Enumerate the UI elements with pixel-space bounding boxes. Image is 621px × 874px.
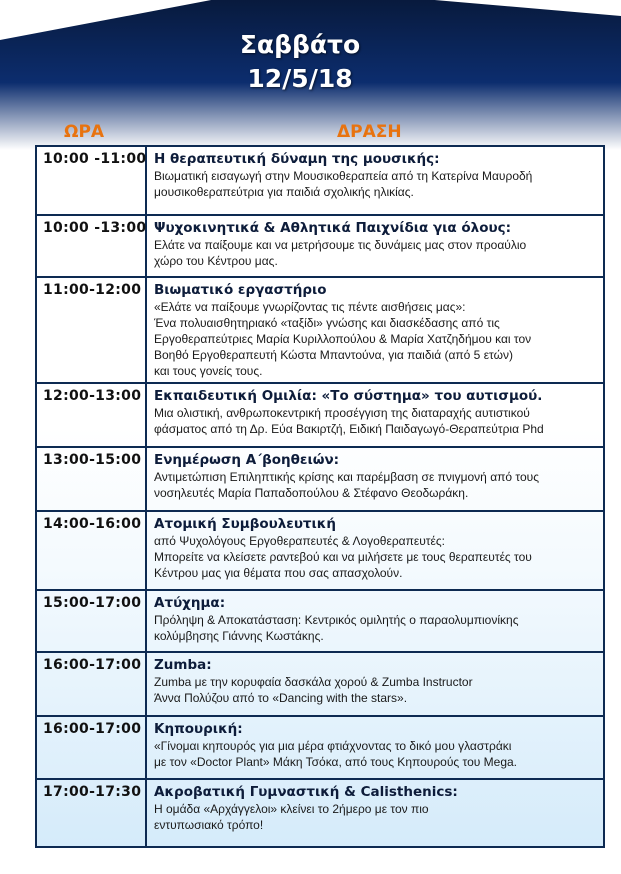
row-time: 11:00-12:00 [37, 278, 147, 382]
activity-description: Πρόληψη & Αποκατάσταση: Κεντρικός ομιλητής ο παραολυμπιονίκης κολύμβησης Γιάννης Κωστάκης. [154, 613, 519, 643]
activity-description: «Ελάτε να παίξουμε γνωρίζοντας τις πέντε αισθήσεις μας»: Ένα πολυαισθητηριακό «ταξίδι» γνώσης και διασκέδασης από τις Εργοθεραπεύτριες Μαρία Κυριλλοπούλου & Μαρία Χατζηδήμου και τον Βοηθό Εργοθεραπευτή Κώστα Μπαντούνα, για παιδιά (από 5 ετών) και τους γονείς τους. [154, 300, 532, 378]
schedule-date [150, 28, 450, 96]
activity-title: Ακροβατική Γυμναστική & Calisthenics: [154, 784, 458, 800]
row-time: 14:00-16:00 [37, 512, 147, 589]
activity-title: Βιωματικό εργαστήριο [154, 282, 327, 298]
activity-title: Ενημέρωση Α΄βοηθειών: [154, 452, 340, 468]
date-label: 12/5/18 [247, 64, 353, 93]
schedule-row [37, 780, 603, 846]
activity-title: Εκπαιδευτική Ομιλία: «Το σύστημα» του αυτισμού. [154, 388, 543, 404]
activity-title: Κηπουρική: [154, 721, 243, 737]
activity-description: Ελάτε να παίξουμε και να μετρήσουμε τις δυνάμεις μας στον προαύλιο χώρο του Κέντρου μας. [154, 238, 527, 268]
activity-description: Αντιμετώπιση Επιληπτικής κρίσης και παρέμβαση σε πνιγμονή από τους νοσηλευτές Μαρία Παπαδοπούλου & Στέφανο Θεοδωράκη. [154, 470, 540, 500]
schedule-row [37, 653, 603, 717]
row-activity [147, 512, 603, 589]
day-label: Σαββάτο [239, 30, 361, 59]
row-time: 13:00-15:00 [37, 448, 147, 510]
row-time: 10:00 -11:00 [37, 147, 147, 214]
row-activity [147, 780, 603, 846]
activity-description: Βιωματική εισαγωγή στην Μουσικοθεραπεία από τη Κατερίνα Μαυροδή μουσικοθεραπεύτρια για παιδιά σχολικής ηλικίας. [154, 169, 533, 199]
schedule-row [37, 512, 603, 591]
schedule-table [35, 145, 605, 848]
row-activity [147, 717, 603, 778]
activity-description: «Γίνομαι κηπουρός για μια μέρα φτιάχνοντας το δικό μου γλαστράκι με τον «Doctor Plant» Μάκη Τσόκα, από τους Κηπουρούς του Mega. [154, 739, 518, 769]
activity-description: Μια ολιστική, ανθρωποκεντρική προσέγγιση της διαταραχής αυτιστικού φάσματος από τη Δρ. Εύα Βακιρτζή, Ειδική Παιδαγωγό-Θεραπεύτρια Phd [154, 406, 544, 436]
row-activity [147, 653, 603, 715]
row-activity [147, 147, 603, 214]
row-activity [147, 384, 603, 446]
activity-title: Ατύχημα: [154, 595, 226, 611]
row-time: 16:00-17:00 [37, 653, 147, 715]
row-activity [147, 278, 603, 382]
schedule-row [37, 591, 603, 653]
schedule-row [37, 384, 603, 448]
schedule-row [37, 717, 603, 780]
activity-description: Η ομάδα «Αρχάγγελοι» κλείνει το 2ήμερο με τον πιο εντυπωσιακό τρόπο! [154, 802, 429, 832]
time-column-header: ΩΡΑ [64, 122, 105, 142]
row-time: 15:00-17:00 [37, 591, 147, 651]
row-time: 12:00-13:00 [37, 384, 147, 446]
activity-title: Ατομική Συμβουλευτική [154, 516, 337, 532]
row-time: 16:00-17:00 [37, 717, 147, 778]
schedule-row [37, 147, 603, 216]
activity-title: Zumba: [154, 657, 212, 673]
activity-description: από Ψυχολόγους Εργοθεραπευτές & Λογοθεραπευτές: Μπορείτε να κλείσετε ραντεβού και να μιλήσετε με τους θεραπευτές του Κέντρου μας για θέματα που σας απασχολούν. [154, 534, 532, 580]
activity-title: Ψυχοκινητικά & Αθλητικά Παιχνίδια για όλους: [154, 220, 512, 236]
activity-column-header: ΔΡΑΣΗ [337, 122, 402, 142]
schedule-row [37, 278, 603, 384]
row-activity [147, 591, 603, 651]
schedule-row [37, 448, 603, 512]
row-time: 17:00-17:30 [37, 780, 147, 846]
row-activity [147, 448, 603, 510]
row-time: 10:00 -13:00 [37, 216, 147, 276]
activity-description: Zumba με την κορυφαία δασκάλα χορού & Zumba Instructor Άννα Πολύζου από το «Dancing with the stars». [154, 675, 473, 705]
row-activity [147, 216, 603, 276]
activity-title: Η θεραπευτική δύναμη της μουσικής: [154, 151, 440, 167]
schedule-row [37, 216, 603, 278]
